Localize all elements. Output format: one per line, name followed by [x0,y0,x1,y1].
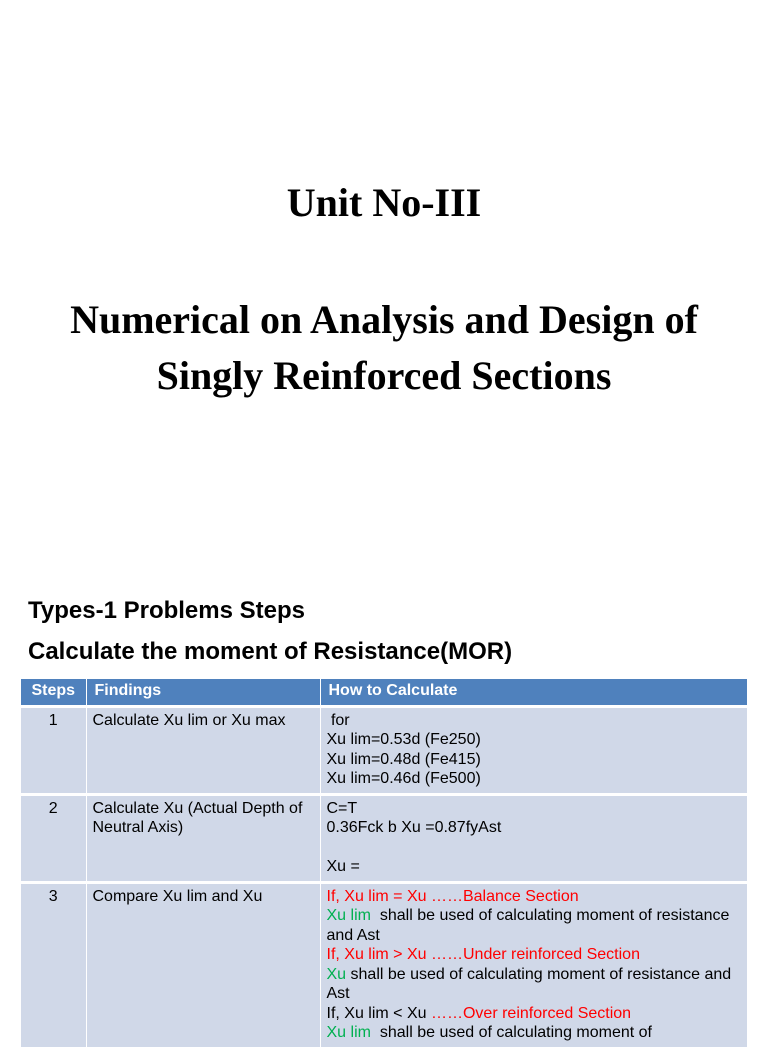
over-prefix: If, Xu lim < Xu [326,1004,431,1022]
heading-mor: Calculate the moment of Resistance(MOR) [28,638,513,665]
how-cell [320,794,747,882]
finding-cell: Compare Xu lim and Xu [86,882,320,1047]
under-condition: If, Xu lim > Xu ……Under reinforced Section [326,946,640,963]
header-findings: Findings [86,679,320,706]
main-title: Numerical on Analysis and Design of Singly Reinforced Sections [70,297,698,398]
how-line: Xu lim=0.53d (Fe250) [326,731,481,748]
how-line: for [326,711,350,729]
over-note [327,1023,741,1043]
how-line: Xu = [326,858,360,875]
balance-text: shall be used of calculating moment of resistance and Ast [326,907,734,944]
over-label: ……Over reinforced Section [430,1004,632,1022]
step-number: 1 [21,706,86,794]
how-line: 0.36Fck b Xu =0.87fyAst [326,819,502,836]
under-note [327,965,741,1004]
balance-note [327,906,741,945]
finding-cell: Calculate Xu (Actual Depth of Neutral Axis) [86,794,320,882]
how-cell [320,882,747,1047]
unit-title: Unit No-III [286,180,482,225]
steps-table [21,679,748,1047]
table-header-row [21,679,747,706]
header-steps: Steps [21,679,86,706]
table-row [21,882,747,1047]
how-line: Xu lim=0.46d (Fe500) [326,770,481,787]
over-condition [327,1004,741,1024]
table-row [21,706,747,794]
step-number: 3 [21,882,86,1047]
heading-types: Types-1 Problems Steps [28,597,305,624]
over-text: shall be used of calculating moment of [370,1024,652,1041]
section-heading [28,590,512,672]
under-variable: Xu [326,965,347,983]
how-line [327,838,741,858]
step-number: 2 [21,794,86,882]
header-how: How to Calculate [320,679,747,706]
finding-cell: Calculate Xu lim or Xu max [86,706,320,794]
how-line: C=T [326,799,358,817]
how-line: Xu lim=0.48d (Fe415) [326,750,481,768]
balance-variable: Xu lim [326,907,371,924]
title-slide [0,178,768,404]
balance-condition: If, Xu lim = Xu ……Balance Section [326,887,579,905]
table-row [21,794,747,882]
how-cell [320,706,747,794]
over-variable: Xu lim [326,1024,371,1041]
under-text: shall be used of calculating moment of resistance and Ast [326,965,735,1002]
